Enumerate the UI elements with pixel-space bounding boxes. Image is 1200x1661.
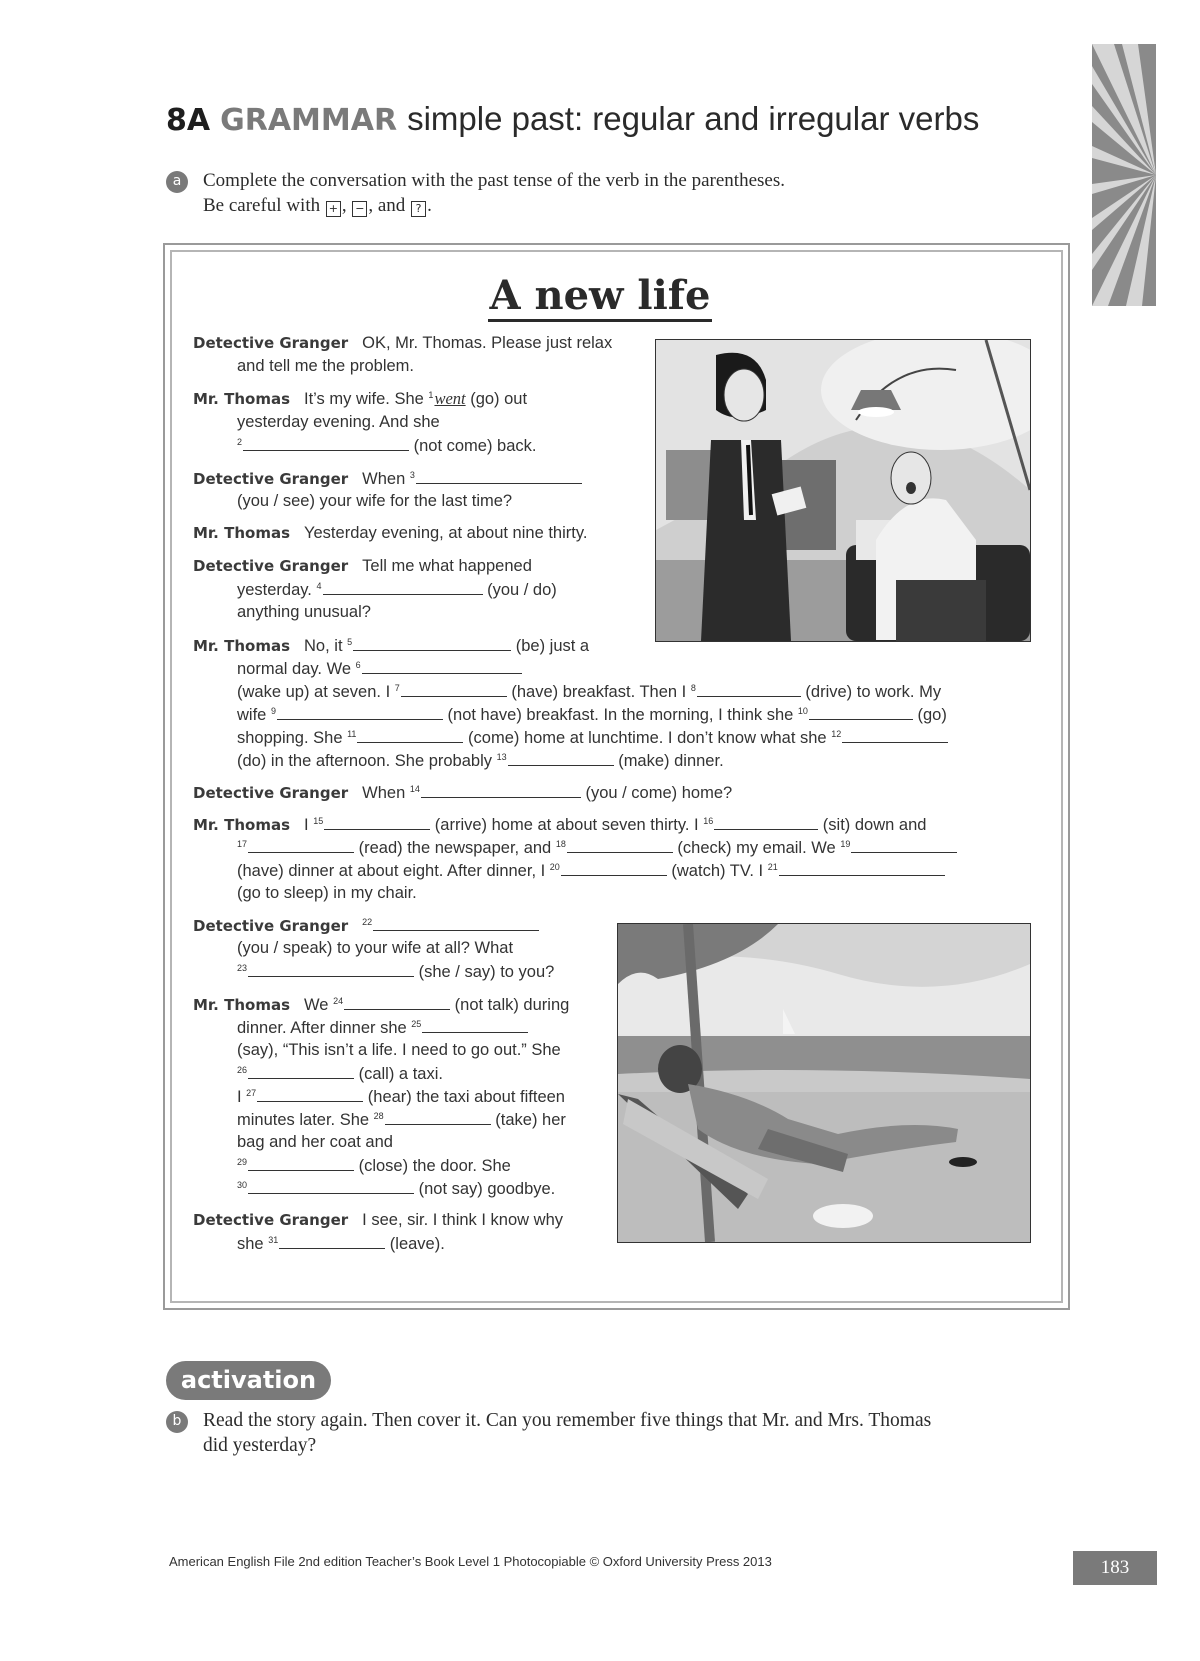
example-answer: went bbox=[434, 389, 466, 408]
answer-blank[interactable] bbox=[842, 727, 948, 743]
speaker-thomas: Mr. Thomas bbox=[193, 637, 291, 655]
dialogue-line: yesterday evening. And she bbox=[237, 413, 440, 431]
page-number: 183 bbox=[1073, 1551, 1157, 1585]
unit-code: 8A bbox=[166, 103, 211, 138]
dialogue-line: $^{17}$ (read) the newspaper, and $^{18}$ (check) my email. We $^{19}$ bbox=[237, 837, 957, 858]
dialogue-line: I $^{27}$ (hear) the taxi about fifteen bbox=[237, 1087, 565, 1106]
speaker-thomas: Mr. Thomas bbox=[193, 816, 291, 834]
answer-blank[interactable] bbox=[344, 994, 450, 1010]
answer-blank[interactable] bbox=[357, 727, 463, 743]
speaker-granger: Detective Granger bbox=[193, 557, 349, 575]
answer-blank[interactable] bbox=[416, 468, 582, 484]
instruction-line-1: Complete the conversation with the past tense of the verb in the parentheses. bbox=[203, 170, 785, 191]
dialogue-line: (wake up) at seven. I $^7$ (have) breakfast. Then I $^8$ (drive) to work. My bbox=[237, 682, 942, 701]
speaker-thomas: Mr. Thomas bbox=[193, 996, 291, 1014]
speaker-granger: Detective Granger bbox=[193, 917, 349, 935]
exercise-a-instructions bbox=[203, 168, 785, 218]
answer-blank[interactable] bbox=[714, 814, 818, 830]
speaker-granger: Detective Granger bbox=[193, 784, 349, 802]
dialogue-line: Detective Granger When $^{14}$ (you / come) home? bbox=[193, 783, 733, 802]
answer-blank[interactable] bbox=[385, 1109, 491, 1125]
answer-blank[interactable] bbox=[421, 782, 581, 798]
exercise-b-instructions bbox=[203, 1408, 931, 1458]
answer-blank[interactable] bbox=[248, 1155, 354, 1171]
answer-blank[interactable] bbox=[323, 579, 483, 595]
dialogue-line: Detective Granger When $^3$ bbox=[193, 468, 582, 489]
detective-interview-illustration bbox=[655, 339, 1031, 642]
dialogue-line: (say), “This isn’t a life. I need to go out.” She bbox=[237, 1041, 561, 1059]
dialogue-line: wife $^9$ (not have) breakfast. In the morning, I think she $^{10}$ (go) bbox=[237, 705, 947, 724]
exercise-a-marker: a bbox=[166, 171, 188, 193]
answer-blank[interactable] bbox=[809, 704, 913, 720]
exercise-b-marker: b bbox=[166, 1411, 188, 1433]
speaker-thomas: Mr. Thomas bbox=[193, 390, 291, 408]
dialogue-line: Detective Granger OK, Mr. Thomas. Please just relax bbox=[193, 334, 613, 352]
dialogue-line: (have) dinner at about eight. After dinner, I $^{20}$ (watch) TV. I $^{21}$ bbox=[237, 860, 945, 881]
answer-blank[interactable] bbox=[353, 635, 511, 651]
answer-blank[interactable] bbox=[279, 1233, 385, 1249]
dialogue-line: $^{30}$ (not say) goodbye. bbox=[237, 1179, 556, 1198]
dialogue-line: (do) in the afternoon. She probably $^{13}$ (make) dinner. bbox=[237, 751, 724, 770]
dialogue-line: $^{26}$ (call) a taxi. bbox=[237, 1064, 443, 1083]
answer-blank[interactable] bbox=[243, 435, 409, 451]
question-symbol: ? bbox=[411, 201, 426, 217]
dialogue-line: dinner. After dinner she $^{25}$ bbox=[237, 1017, 528, 1038]
dialogue-line: normal day. We $^6$ bbox=[237, 658, 522, 679]
answer-blank[interactable] bbox=[277, 704, 443, 720]
answer-blank[interactable] bbox=[248, 1178, 414, 1194]
speaker-granger: Detective Granger bbox=[193, 334, 349, 352]
section-label: GRAMMAR bbox=[220, 103, 398, 138]
answer-blank[interactable] bbox=[362, 658, 522, 674]
dialogue-line: (you / see) your wife for the last time? bbox=[237, 492, 513, 510]
activation-label: activation bbox=[166, 1361, 331, 1400]
dialogue-line: Mr. Thomas No, it $^5$ (be) just a bbox=[193, 636, 590, 655]
answer-blank[interactable] bbox=[373, 915, 539, 931]
beach-relaxing-illustration bbox=[617, 923, 1031, 1243]
minus-symbol: − bbox=[352, 201, 367, 217]
plus-symbol: + bbox=[326, 201, 341, 217]
page-header bbox=[166, 100, 979, 138]
dialogue-line: and tell me the problem. bbox=[237, 357, 415, 375]
dialogue-line: $^{29}$ (close) the door. She bbox=[237, 1156, 511, 1175]
dialogue-line: Detective Granger Tell me what happened bbox=[193, 557, 532, 575]
story-title: A new life bbox=[0, 272, 1200, 319]
dialogue-line: Mr. Thomas Yesterday evening, at about nine thirty. bbox=[193, 524, 588, 542]
answer-blank[interactable] bbox=[248, 837, 354, 853]
dialogue-line: Mr. Thomas I $^{15}$ (arrive) home at about seven thirty. I $^{16}$ (sit) down and bbox=[193, 815, 927, 834]
answer-blank[interactable] bbox=[697, 681, 801, 697]
dialogue-line: $^2$ (not come) back. bbox=[237, 436, 537, 455]
answer-blank[interactable] bbox=[561, 860, 667, 876]
sunburst-decoration bbox=[1092, 44, 1156, 306]
answer-blank[interactable] bbox=[324, 814, 430, 830]
answer-blank[interactable] bbox=[508, 750, 614, 766]
answer-blank[interactable] bbox=[567, 837, 673, 853]
answer-blank[interactable] bbox=[422, 1017, 528, 1033]
dialogue-line: minutes later. She $^{28}$ (take) her bbox=[237, 1110, 566, 1129]
dialogue-line: Mr. Thomas It’s my wife. She $^1$went (go) out bbox=[193, 389, 528, 408]
dialogue-line: shopping. She $^{11}$ (come) home at lunchtime. I don’t know what she $^{12}$ bbox=[237, 727, 948, 748]
dialogue-line: bag and her coat and bbox=[237, 1133, 393, 1151]
dialogue-line: Mr. Thomas We $^{24}$ (not talk) during bbox=[193, 995, 570, 1014]
dialogue-line: she $^{31}$ (leave). bbox=[237, 1234, 445, 1253]
speaker-thomas: Mr. Thomas bbox=[193, 524, 291, 542]
instruction-line-1: Read the story again. Then cover it. Can you remember five things that Mr. and Mrs. Thomas bbox=[203, 1410, 932, 1431]
copyright-footer: American English File 2nd edition Teacher’s Book Level 1 Photocopiable © Oxford University Press 2013 bbox=[169, 1554, 772, 1569]
answer-blank[interactable] bbox=[248, 961, 414, 977]
dialogue-line: Detective Granger $^{22}$ bbox=[193, 915, 539, 936]
dialogue-line: Detective Granger I see, sir. I think I know why bbox=[193, 1211, 563, 1229]
dialogue-line: anything unusual? bbox=[237, 603, 371, 621]
answer-blank[interactable] bbox=[248, 1063, 354, 1079]
speaker-granger: Detective Granger bbox=[193, 1211, 349, 1229]
dialogue-line: (go to sleep) in my chair. bbox=[237, 884, 417, 902]
dialogue-line: yesterday. $^4$ (you / do) bbox=[237, 580, 557, 599]
answer-blank[interactable] bbox=[851, 837, 957, 853]
answer-blank[interactable] bbox=[779, 860, 945, 876]
answer-blank[interactable] bbox=[401, 681, 507, 697]
grammar-topic: simple past: regular and irregular verbs bbox=[407, 100, 980, 137]
dialogue-line: $^{23}$ (she / say) to you? bbox=[237, 962, 555, 981]
dialogue-line: (you / speak) to your wife at all? What bbox=[237, 939, 514, 957]
answer-blank[interactable] bbox=[257, 1086, 363, 1102]
instruction-line-2: did yesterday? bbox=[203, 1435, 317, 1456]
speaker-granger: Detective Granger bbox=[193, 470, 349, 488]
instruction-line-2: Be careful with + , − , and ? . bbox=[203, 195, 432, 216]
